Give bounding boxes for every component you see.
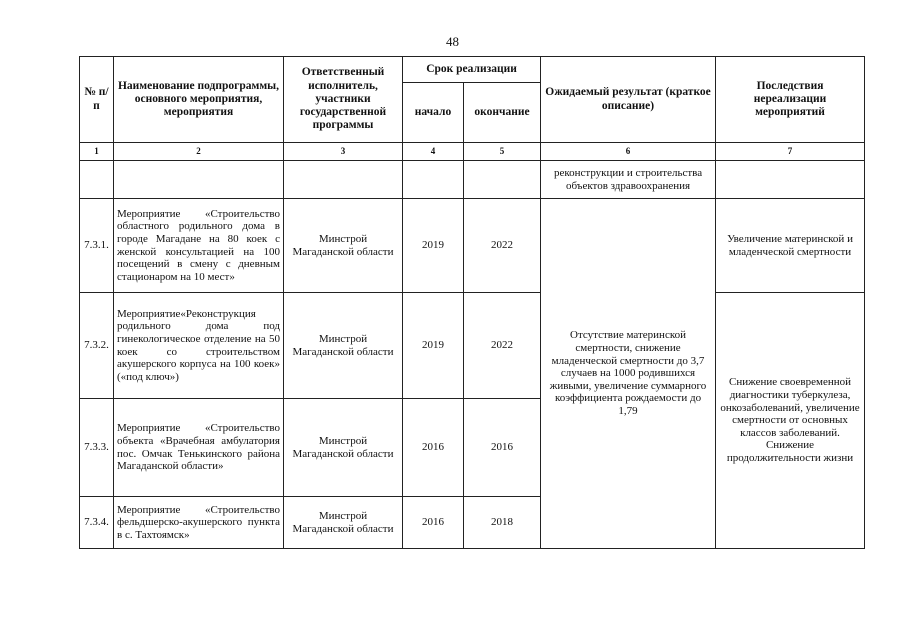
column-number: 3 xyxy=(284,143,403,161)
continuation-result: реконструкции и строительства объектов здравоохранения xyxy=(541,161,716,199)
empty-cell xyxy=(114,161,284,199)
column-number: 5 xyxy=(464,143,541,161)
table-row xyxy=(80,293,865,399)
column-number: 7 xyxy=(716,143,865,161)
page-number: 48 xyxy=(446,34,459,49)
header-row-1 xyxy=(80,57,865,83)
row-num: 7.3.3. xyxy=(80,399,114,497)
header-responsible: Ответственный исполнитель, участники государственной программы xyxy=(284,57,403,143)
merged-result: Отсутствие материнской смертности, снижение младенческой смертности до 3,7 случаев на 1000 родившихся живыми, увеличение суммарного коэффициента рождаемости до 1,79 xyxy=(541,199,716,549)
row-start: 2019 xyxy=(403,199,464,293)
column-number-row xyxy=(80,143,865,161)
consequence-1: Увеличение материнской и младенческой смертности xyxy=(716,199,865,293)
header-end: окончание xyxy=(464,83,541,143)
empty-cell xyxy=(716,161,865,199)
consequence-2: Снижение своевременной диагностики туберкулеза, онкозаболеваний, увеличение смертности от основных классов заболеваний. Снижение продолжительности жизни xyxy=(716,293,865,549)
column-number: 1 xyxy=(80,143,114,161)
column-number: 6 xyxy=(541,143,716,161)
empty-cell xyxy=(464,161,541,199)
column-number: 2 xyxy=(114,143,284,161)
empty-cell xyxy=(403,161,464,199)
row-start: 2019 xyxy=(403,293,464,399)
row-num: 7.3.4. xyxy=(80,497,114,549)
row-start: 2016 xyxy=(403,497,464,549)
row-responsible: Минстрой Магаданской области xyxy=(284,399,403,497)
row-name: Мероприятие«Реконструкция родильного дома под гинекологическое отделение на 50 коек со строительством акушерского корпуса на 100 коек» («под ключ») xyxy=(114,293,284,399)
row-name: Мероприятие «Строительство фельдшерско-акушерского пункта в с. Тахтоямск» xyxy=(114,497,284,549)
row-name: Мероприятие «Строительство областного родильного дома в городе Магадане на 80 коек с женской консультацией на 100 посещений в смену с дневным стационаром на 10 мест» xyxy=(114,199,284,293)
program-table xyxy=(79,56,865,549)
row-start: 2016 xyxy=(403,399,464,497)
header-num: № п/п xyxy=(80,57,114,143)
header-result: Ожидаемый результат (краткое описание) xyxy=(541,57,716,143)
row-name: Мероприятие «Строительство объекта «Врачебная амбулатория пос. Омчак Тенькинского района Магаданской области» xyxy=(114,399,284,497)
row-responsible: Минстрой Магаданской области xyxy=(284,199,403,293)
empty-cell xyxy=(80,161,114,199)
table-row xyxy=(80,199,865,293)
row-num: 7.3.2. xyxy=(80,293,114,399)
row-end: 2018 xyxy=(464,497,541,549)
row-end: 2022 xyxy=(464,199,541,293)
row-responsible: Минстрой Магаданской области xyxy=(284,293,403,399)
row-end: 2016 xyxy=(464,399,541,497)
empty-cell xyxy=(284,161,403,199)
header-term: Срок реализации xyxy=(403,57,541,83)
row-num: 7.3.1. xyxy=(80,199,114,293)
row-end: 2022 xyxy=(464,293,541,399)
column-number: 4 xyxy=(403,143,464,161)
header-consequences: Последствия нереализации мероприятий xyxy=(716,57,865,143)
header-name: Наименование подпрограммы, основного мероприятия, мероприятия xyxy=(114,57,284,143)
header-start: начало xyxy=(403,83,464,143)
continuation-row xyxy=(80,161,865,199)
row-responsible: Минстрой Магаданской области xyxy=(284,497,403,549)
